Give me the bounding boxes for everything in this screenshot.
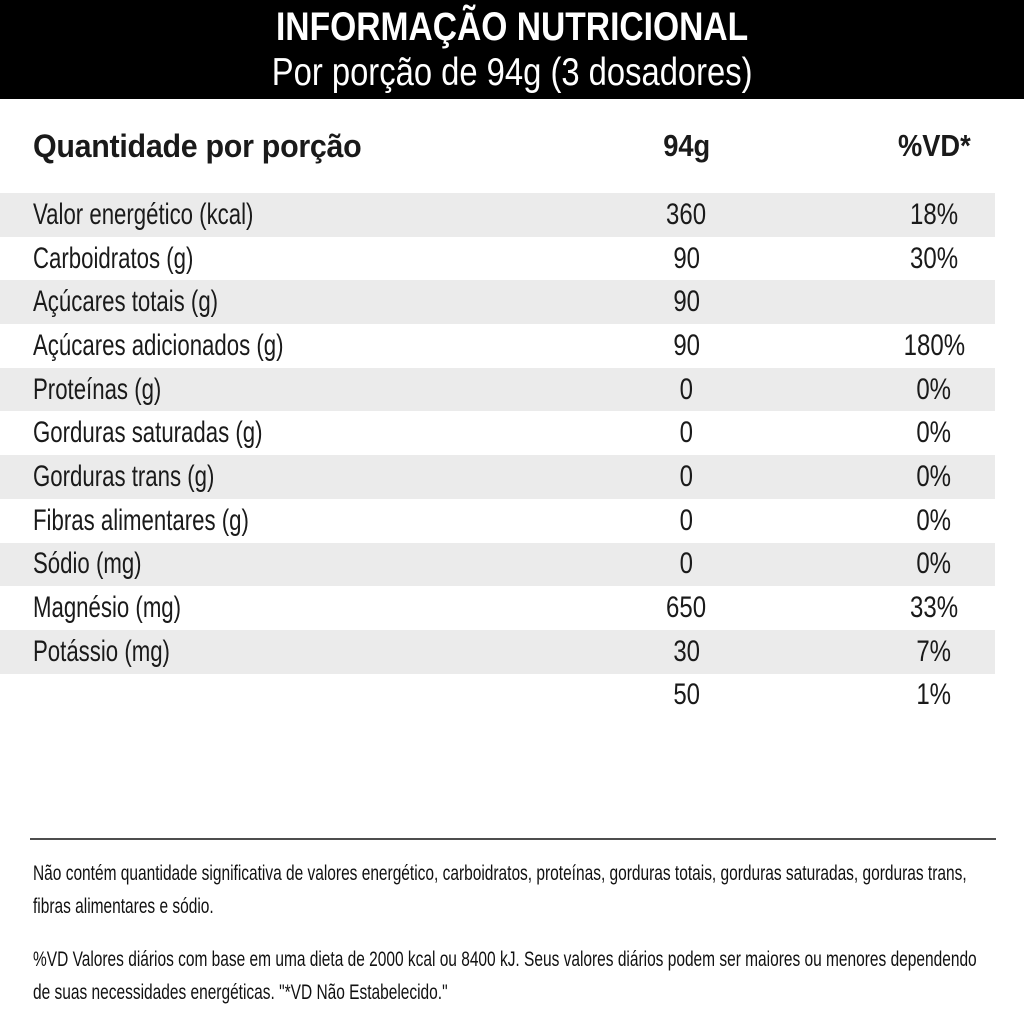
amount-cell [573,416,800,450]
nutrient-label: Magnésio (mg) [33,591,182,625]
daily-value-cell [800,635,995,669]
nutrient-cell [0,504,573,538]
table-row [0,237,995,281]
nutrient-label: Sódio (mg) [33,547,142,581]
nutrient-label: Açúcares adicionados (g) [33,328,284,362]
amount-cell [573,373,800,407]
nutrient-cell [0,242,573,276]
nutrient-label: Valor energético (kcal) [33,197,254,231]
amount-cell [573,242,800,276]
nutrient-cell [0,373,573,407]
table-row [0,411,995,455]
daily-value-cell [800,198,995,232]
nutrient-daily-value: 180% [903,328,965,362]
nutrient-amount: 0 [679,503,694,537]
nutrient-daily-value: 18% [909,197,959,231]
nutrient-amount: 360 [666,197,707,231]
nutrient-label: Carboidratos (g) [33,241,194,275]
no-significant-amount-note-line2: fibras alimentares e sódio. [33,894,214,918]
no-significant-amount-note [33,857,1024,923]
amount-cell [573,460,800,494]
daily-value-cell [800,504,995,538]
amount-cell [573,198,800,232]
nutrient-cell [0,635,573,669]
nutrient-daily-value: 30% [909,241,959,275]
table-row [0,499,995,543]
column-header-daily-value [800,128,995,164]
table-row [0,368,995,412]
nutrient-amount: 90 [673,241,700,275]
column-header-quantity [0,128,573,165]
table-row [0,543,995,587]
nutrient-amount: 0 [679,459,694,493]
label-subtitle: Por porção de 94g (3 dosadores) [271,51,753,94]
daily-value-cell [800,242,995,276]
daily-value-cell [800,373,995,407]
daily-value-cell [800,416,995,450]
amount-cell [573,329,800,363]
footer-divider [30,838,996,840]
amount-cell [573,547,800,581]
nutrient-amount: 0 [679,547,694,581]
amount-cell [573,678,800,712]
nutrient-label: Potássio (mg) [33,634,170,668]
nutrient-cell [0,285,573,319]
daily-value-cell [800,293,995,311]
table-row [0,280,995,324]
column-header-amount [573,128,800,164]
label-title: INFORMAÇÃO NUTRICIONAL [275,5,749,49]
table-row [0,674,995,718]
daily-values-note-line1: %VD Valores diários com base em uma dieta de 2000 kcal ou 8400 kJ. Seus valores diários podem ser maiores ou menores dependendo [33,947,977,971]
nutrient-amount: 0 [679,416,694,450]
nutrient-label: Gorduras saturadas (g) [33,416,263,450]
nutrient-cell [0,416,573,450]
nutrient-daily-value: 0% [916,547,952,581]
nutrient-daily-value: 7% [916,634,952,668]
nutrient-label: Gorduras trans (g) [33,459,215,493]
daily-value-cell [800,678,995,712]
nutrient-amount: 90 [673,285,700,319]
nutrient-daily-value: 0% [916,503,952,537]
daily-values-note [33,943,1024,1009]
nutrient-amount: 650 [666,591,707,625]
nutrient-amount: 30 [673,634,700,668]
nutrient-amount: 0 [679,372,694,406]
amount-cell [573,635,800,669]
nutrient-cell [0,686,573,704]
table-row [0,193,995,237]
nutrient-cell [0,460,573,494]
nutrient-cell [0,547,573,581]
nutrient-label: Fibras alimentares (g) [33,503,249,537]
amount-cell [573,591,800,625]
table-row [0,455,995,499]
daily-value-cell [800,329,995,363]
nutrient-daily-value: 1% [916,678,952,712]
table-row [0,324,995,368]
daily-value-cell [800,547,995,581]
nutrient-amount: 90 [673,328,700,362]
daily-value-cell [800,591,995,625]
nutrient-daily-value: 0% [916,372,952,406]
label-header [0,0,1024,99]
nutrient-cell [0,198,573,232]
amount-cell [573,504,800,538]
nutrient-label: Proteínas (g) [33,372,162,406]
table-body [0,193,995,717]
column-header-daily-value-label: %VD* [897,128,971,163]
nutrient-daily-value: 33% [909,591,959,625]
table-row [0,630,995,674]
nutrient-label: Açúcares totais (g) [33,285,219,319]
nutrient-daily-value: 0% [916,416,952,450]
column-header-quantity-label: Quantidade por porção [33,127,362,164]
daily-values-note-line2: de suas necessidades energéticas. "*VD Não Estabelecido." [33,980,448,1004]
nutrient-cell [0,329,573,363]
table-header-row [0,99,995,193]
column-header-amount-label: 94g [662,128,710,163]
amount-cell [573,285,800,319]
nutrient-daily-value: 0% [916,459,952,493]
nutrient-cell [0,591,573,625]
no-significant-amount-note-line1: Não contém quantidade significativa de valores energético, carboidratos, proteínas, gorduras totais, gorduras saturadas, gorduras trans, [33,861,967,885]
daily-value-cell [800,460,995,494]
nutrient-amount: 50 [673,678,700,712]
table-row [0,586,995,630]
